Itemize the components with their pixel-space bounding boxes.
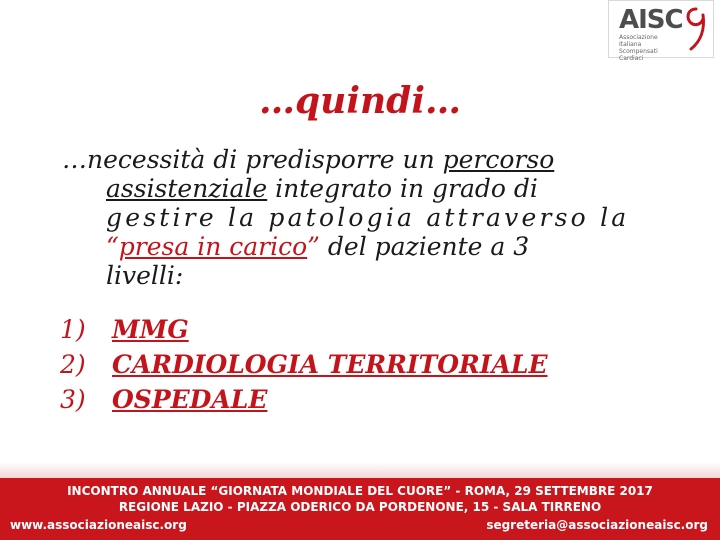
list-link[interactable]: OSPEDALE [112, 385, 268, 414]
paragraph-line-1 [62, 145, 652, 174]
paragraph-line-5 [62, 261, 652, 290]
list-item [60, 312, 548, 347]
paragraph-text: integrato in grado di [275, 174, 538, 203]
footer-event-line: INCONTRO ANNUALE “GIORNATA MONDIALE DEL CUORE” - ROMA, 29 SETTEMBRE 2017 [67, 484, 653, 498]
presa-in-carico-link[interactable]: presa in carico [118, 232, 308, 261]
logo-word: AISC [619, 5, 683, 35]
list-item [60, 382, 548, 417]
assistenziale-underlined: assistenziale [106, 174, 268, 203]
close-quote: ” [307, 232, 320, 261]
list-link[interactable]: MMG [112, 315, 189, 344]
footer-fade [0, 462, 720, 478]
paragraph-text: del paziente a 3 [319, 232, 530, 261]
list-number: 1) [60, 315, 86, 344]
paragraph-text: livelli: [106, 261, 184, 290]
list-number: 2) [60, 350, 86, 379]
paragraph-text: …necessità di predisporre un [62, 145, 443, 174]
heart-icon [683, 5, 709, 55]
list-link[interactable]: CARDIOLOGIA TERRITORIALE [112, 350, 548, 379]
percorso-underlined: percorso [442, 145, 555, 174]
logo-subtitle: Associazione Italiana Scompensati Cardiaci [619, 34, 658, 62]
paragraph-line-3 [62, 203, 652, 232]
footer-website-link[interactable]: www.associazioneaisc.org [10, 518, 187, 532]
open-quote: “ [106, 232, 119, 261]
body-paragraph [62, 145, 652, 290]
list-number: 3) [60, 385, 86, 414]
paragraph-line-4 [62, 232, 652, 261]
aisc-logo [608, 0, 714, 62]
footer-venue-line: REGIONE LAZIO - PIAZZA ODERICO DA PORDENONE, 15 - SALA TIRRENO [118, 500, 602, 514]
list-item [60, 347, 548, 382]
footer-email-link[interactable]: segreteria@associazioneaisc.org [486, 518, 708, 532]
footer-banner [0, 478, 720, 540]
levels-list [60, 312, 548, 417]
paragraph-text: gestire la patologia attraverso la [106, 203, 630, 232]
paragraph-line-2 [62, 174, 652, 203]
slide-title: …quindi… [258, 80, 462, 122]
